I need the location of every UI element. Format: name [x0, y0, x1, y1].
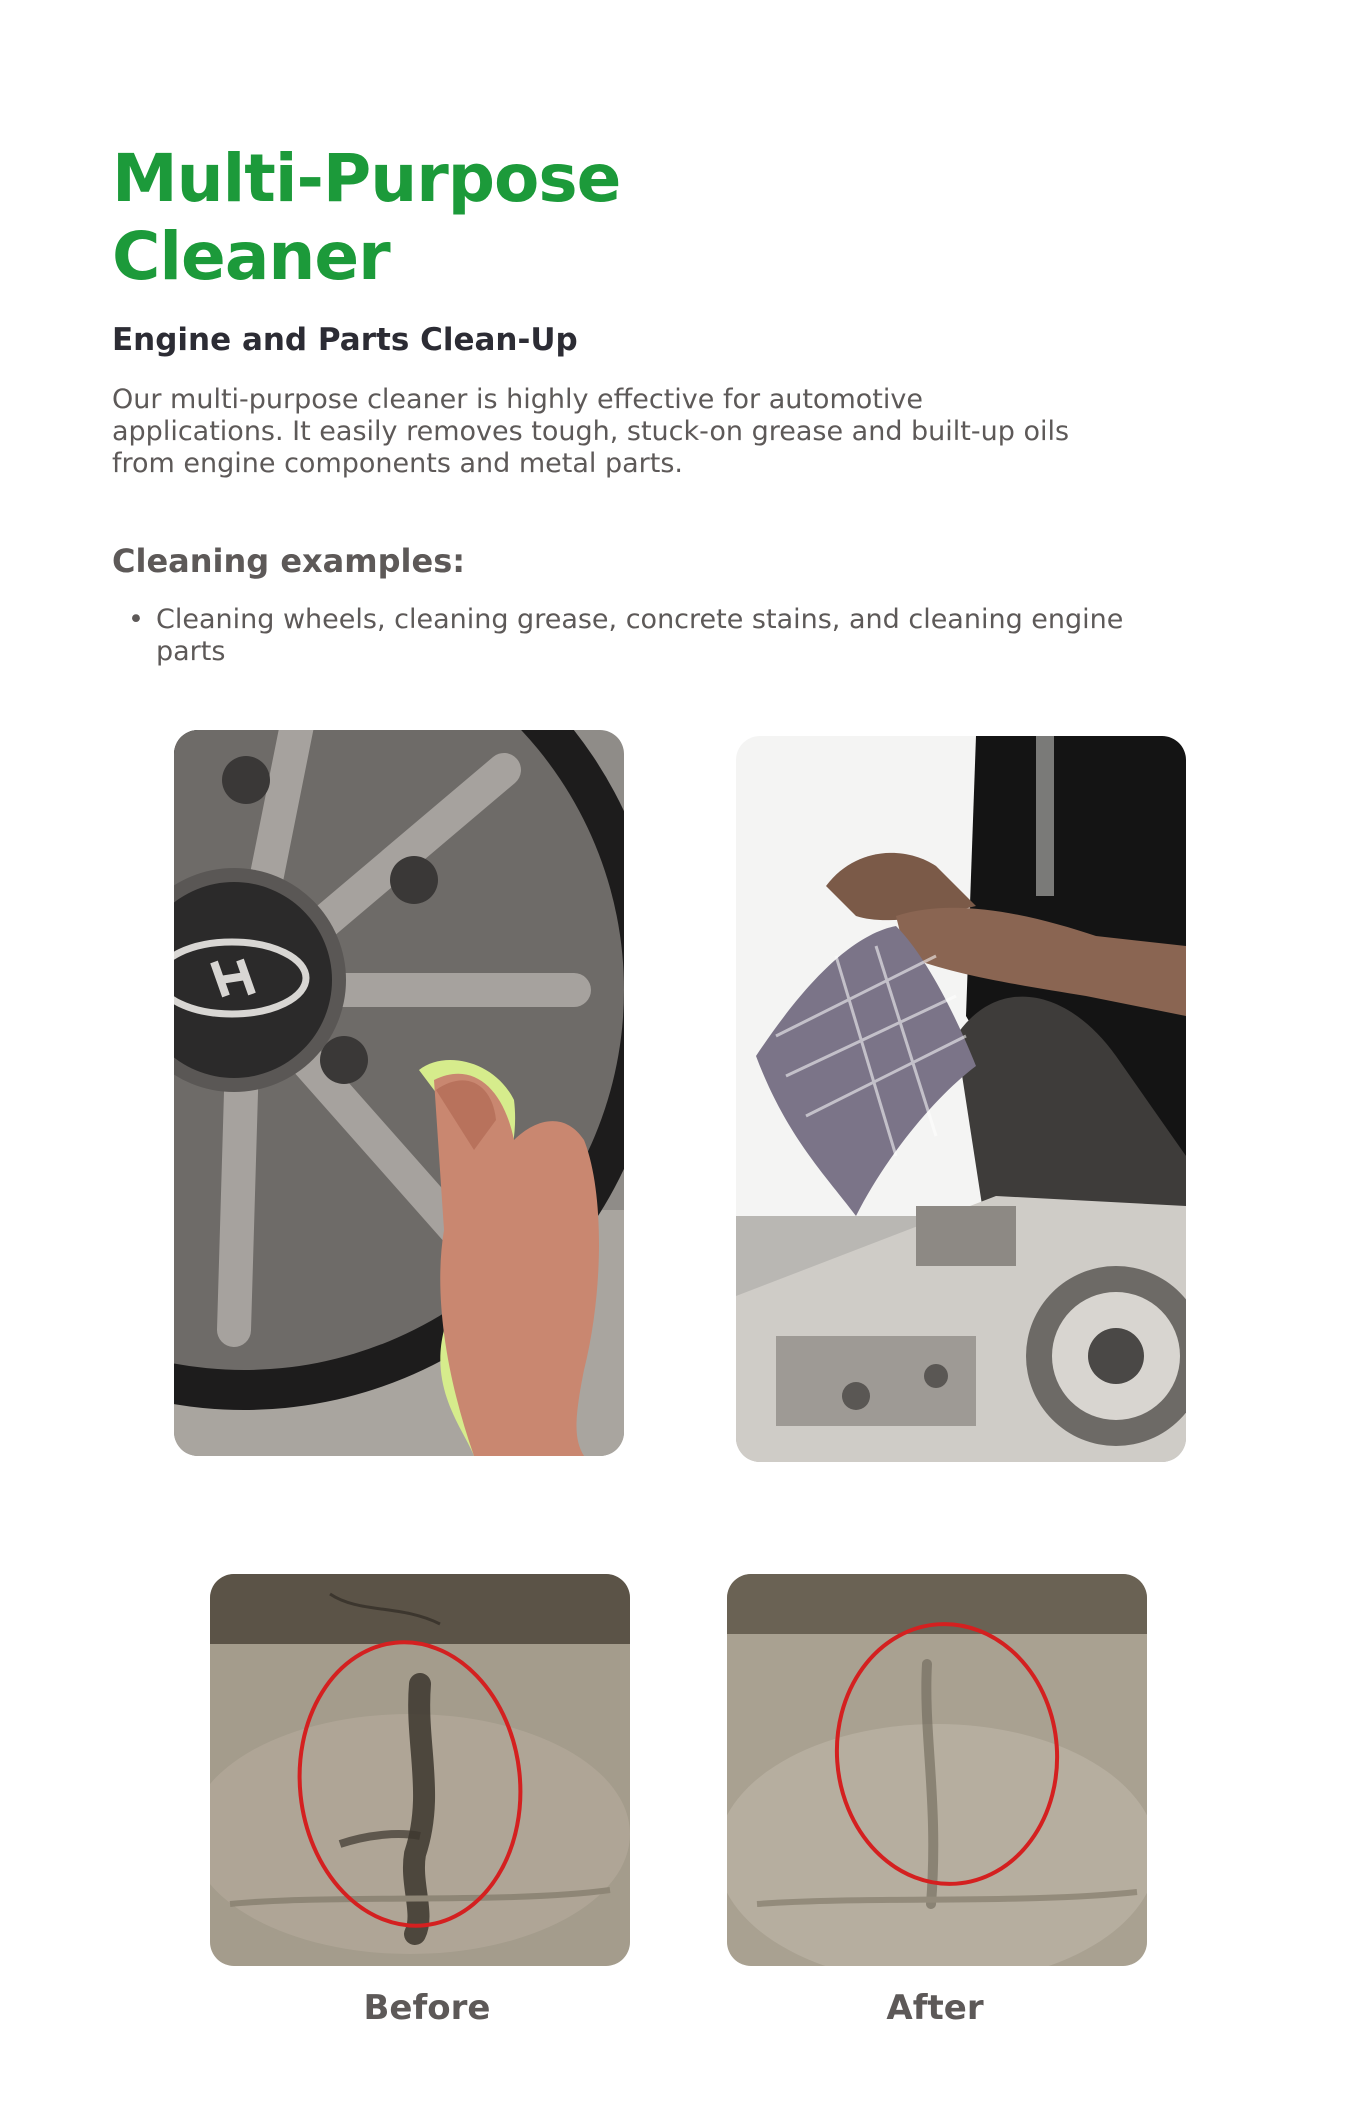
after-caption: After	[886, 1988, 984, 2028]
page-title	[112, 140, 812, 296]
concrete-before-photo	[210, 1574, 630, 1966]
title-line-1: Multi-Purpose	[112, 140, 621, 217]
wheel-cleaning-photo	[174, 730, 624, 1456]
title-line-2: Cleaner	[112, 218, 390, 295]
before-caption: Before	[363, 1988, 491, 2028]
subtitle: Engine and Parts Clean-Up	[112, 322, 578, 358]
concrete-after-photo	[727, 1574, 1147, 1966]
description: Our multi-purpose cleaner is highly effective for automotive applications. It easily removes tough, stuck-on grease and built-up oils from engine components and metal parts.	[112, 384, 1070, 479]
bullet-item: • Cleaning wheels, cleaning grease, concrete stains, and cleaning engine parts	[112, 604, 1162, 668]
bullet-list	[112, 604, 1162, 668]
section-title: Cleaning examples:	[112, 542, 466, 580]
engine-parts-photo	[736, 736, 1186, 1462]
